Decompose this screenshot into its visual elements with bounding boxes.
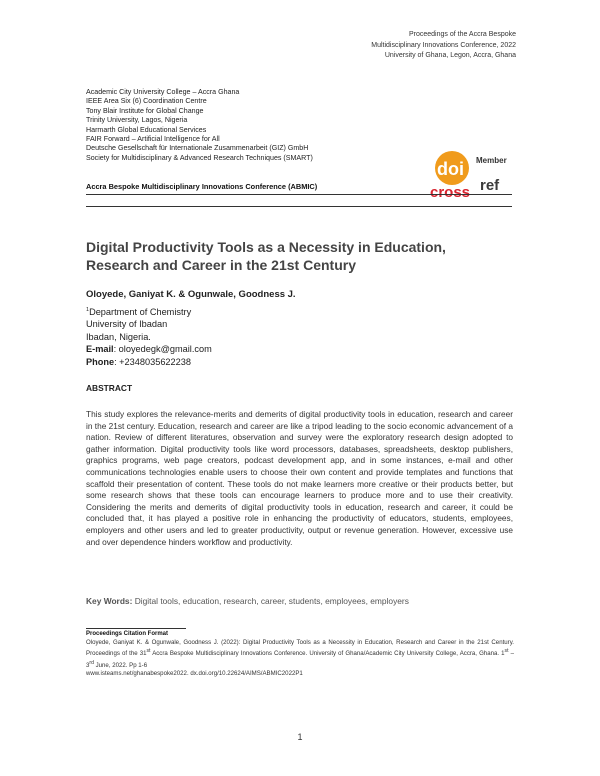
abstract-heading: ABSTRACT — [86, 383, 133, 393]
department-text: Department of Chemistry — [89, 307, 192, 318]
organization-item: Trinity University, Lagos, Nigeria — [86, 116, 188, 125]
proceedings-header-line2: Multidisciplinary Innovations Conference, 2022 — [371, 41, 516, 49]
proceedings-header-line1: Proceedings of the Accra Bespoke — [408, 31, 516, 38]
affiliation-department — [86, 304, 212, 318]
member-label: Member — [476, 156, 507, 165]
doi-logo-text: doi — [437, 159, 464, 179]
organization-item: Tony Blair Institute for Global Change — [86, 106, 204, 115]
affiliation-city: Ibadan, Nigeria. — [86, 331, 151, 342]
citation-part: – 3 — [86, 650, 514, 669]
proceedings-header-line3: University of Ghana, Legon, Accra, Ghana — [384, 52, 516, 59]
email-label: E-mail — [86, 344, 114, 355]
citation-part: June, 2022. Pp 1-6 — [93, 661, 148, 669]
phone-label: Phone — [86, 356, 115, 367]
crossref-logo-text-left: cross — [430, 184, 471, 201]
organization-item: IEEE Area Six (6) Coordination Centre — [86, 97, 207, 106]
affiliation-university: University of Ibadan — [86, 319, 168, 330]
citation-sup: rd — [89, 659, 94, 666]
organization-list — [86, 88, 313, 163]
keywords-label: Key Words: — [86, 596, 133, 606]
citation-divider — [86, 628, 186, 629]
email-value: : oloyedegk@gmail.com — [113, 344, 212, 355]
crossref-logo-text-right: ref — [480, 177, 500, 194]
citation-text — [86, 639, 514, 679]
organization-item: Academic City University College – Accra Ghana — [86, 88, 240, 96]
phone-value: : +2348035622238 — [114, 356, 191, 367]
proceedings-header — [371, 30, 516, 62]
paper-authors: Oloyede, Ganiyat K. & Ogunwale, Goodness J. — [86, 289, 296, 300]
organization-item: Harmarth Global Educational Services — [86, 125, 207, 134]
conference-title: Accra Bespoke Multidisciplinary Innovations Conference (ABMIC) — [86, 182, 318, 191]
citation-sup: st — [146, 648, 151, 655]
paper-title — [86, 238, 526, 274]
paper-title-line2: Research and Career in the 21st Century — [86, 257, 356, 273]
abstract-text: This study explores the relevance-merits and demerits of digital productivity tools in education, research and career in the 21st century. Education, research and career are like a tripod leading to the socio economic advancement of a nation. Review of different literatures, observation and survey were the exploratory research design adopted to gather information. Digital productivity tools like word processors, databases, spreadsheets, desktop publishers, graphics programs, web page creators, podcast development app, and in some instances, e-mail and other communications technologies enable users to choose their own content and provide templates and functions that scaffold their presentation of content. These tools do not make learners more creative or their products better, but some research shows that these tools can encourage learners to produce more and to use their creativity. Considering the merits and demerits of digital productivity tools in education, research and career, it could be concluded that, it has played a positive role in enhancing the productivity of educators, students, employees, employers and other users and led to greater productivity, output or revenue generation. However, excessive use and over dependence hinders workflow and productivity. — [86, 409, 513, 547]
page-number: 1 — [297, 732, 303, 742]
affiliation-phone — [86, 356, 212, 368]
citation-heading: Proceedings Citation Format — [86, 631, 169, 637]
keywords-text: Digital tools, education, research, career, students, employees, employers — [132, 596, 409, 606]
divider — [86, 194, 512, 195]
keywords — [86, 596, 409, 606]
citation-sup: st — [504, 648, 509, 655]
citation-part: Accra Bespoke Multidisciplinary Innovations Conference. University of Ghana/Academic City University College, Accra, Ghana. 1 — [150, 650, 505, 658]
citation-part: Oloyede, Ganiyat K. & Ogunwale, Goodness J. (2022): Digital Productivity Tools as a Necessity in Education, Research and Career in the 21st Century. Proceedings of the 31 — [86, 639, 514, 658]
organization-item: Society for Multidisciplinary & Advanced Research Techniques (SMART) — [86, 153, 313, 162]
divider — [86, 206, 512, 207]
author-affiliation — [86, 304, 212, 368]
paper-title-line1: Digital Productivity Tools as a Necessity in Education, — [86, 239, 446, 255]
organization-item: FAIR Forward – Artificial Intelligence for All — [86, 135, 220, 144]
citation-url[interactable]: www.isteams.net/ghanabespoke2022. dx.doi.org/10.22624/AIMS/ABMIC2022P1 — [86, 670, 303, 678]
organization-item: Deutsche Gesellschaft für Internationale Zusammenarbeit (GIZ) GmbH — [86, 144, 309, 153]
affiliation-sup: 1 — [86, 307, 90, 313]
affiliation-email — [86, 343, 212, 355]
